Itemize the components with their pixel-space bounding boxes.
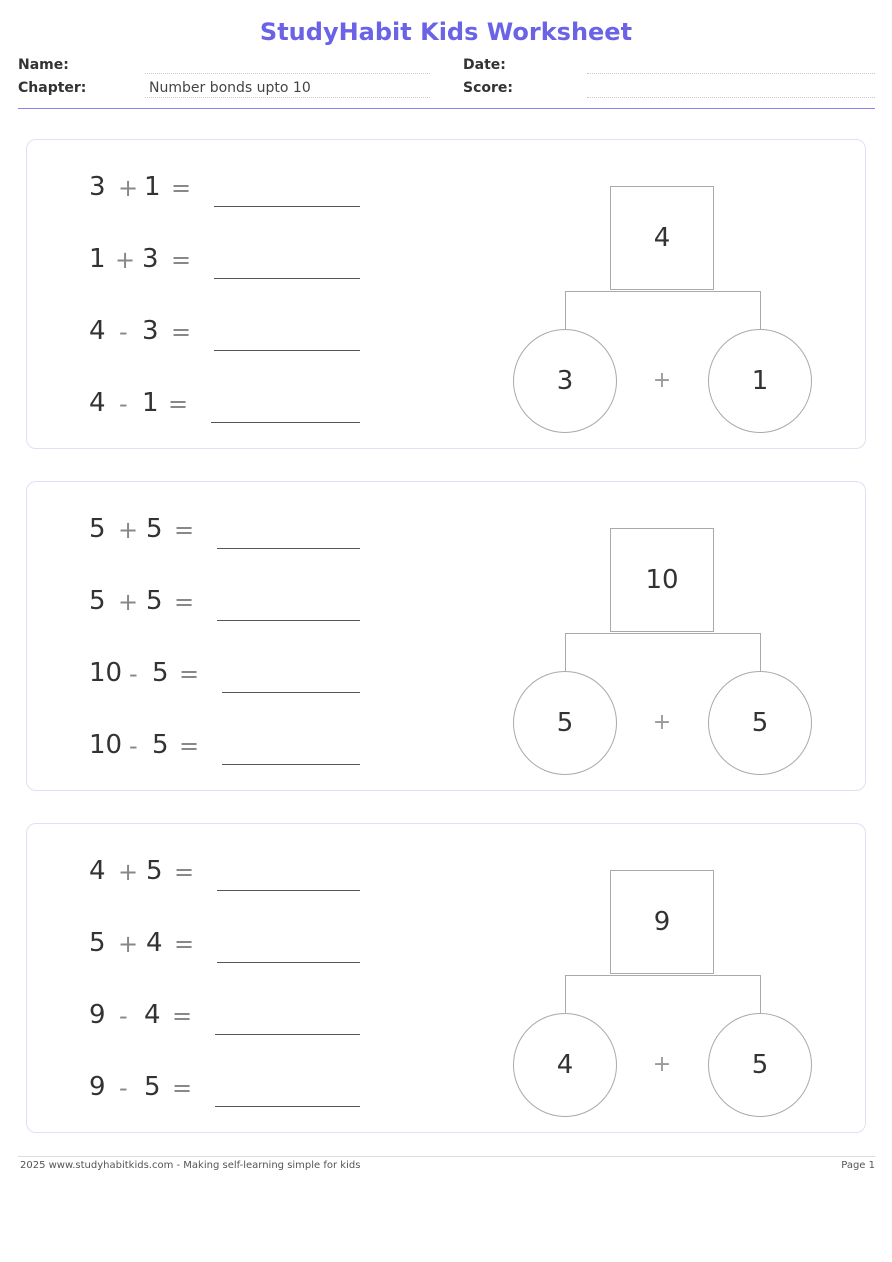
date-field[interactable] — [587, 73, 875, 74]
operator: + — [118, 858, 139, 886]
equals-sign: = — [174, 588, 195, 616]
chapter-label: Chapter: — [18, 80, 87, 96]
operand-b: 3 — [142, 244, 159, 274]
answer-blank[interactable] — [214, 278, 360, 279]
operand-a: 4 — [89, 388, 106, 418]
bond-part-right: 5 — [708, 671, 812, 775]
operator: - — [129, 732, 138, 760]
operator: - — [119, 318, 128, 346]
bond-part-right: 5 — [708, 1013, 812, 1117]
equation-row — [89, 244, 409, 284]
equation-row — [89, 658, 409, 698]
chapter-value: Number bonds upto 10 — [149, 80, 311, 96]
equals-sign: = — [168, 390, 189, 418]
page-number: Page 1 — [841, 1160, 875, 1171]
bond-plus: + — [652, 1052, 672, 1077]
bond-connector — [565, 975, 761, 1013]
bond-whole-box: 4 — [610, 186, 714, 290]
operand-b: 5 — [152, 658, 169, 688]
equation-row — [89, 172, 409, 212]
answer-blank[interactable] — [217, 890, 360, 891]
answer-blank[interactable] — [211, 422, 360, 423]
answer-blank[interactable] — [215, 1034, 360, 1035]
operand-a: 9 — [89, 1000, 106, 1030]
answer-blank[interactable] — [222, 764, 360, 765]
operand-b: 5 — [146, 586, 163, 616]
equals-sign: = — [179, 732, 200, 760]
answer-blank[interactable] — [214, 206, 360, 207]
operand-a: 4 — [89, 856, 106, 886]
answer-blank[interactable] — [215, 1106, 360, 1107]
footer-credit: 2025 www.studyhabitkids.com - Making self-learning simple for kids — [20, 1160, 361, 1171]
operand-a: 4 — [89, 316, 106, 346]
footer-divider — [18, 1156, 875, 1157]
operand-b: 3 — [142, 316, 159, 346]
equals-sign: = — [179, 660, 200, 688]
equation-row — [89, 316, 409, 356]
operand-a: 5 — [89, 514, 106, 544]
operand-b: 5 — [152, 730, 169, 760]
equals-sign: = — [174, 516, 195, 544]
name-label: Name: — [18, 57, 69, 73]
bond-part-left: 3 — [513, 329, 617, 433]
operand-a: 5 — [89, 928, 106, 958]
equals-sign: = — [172, 1002, 193, 1030]
score-field[interactable] — [587, 97, 875, 98]
answer-blank[interactable] — [222, 692, 360, 693]
operand-a: 1 — [89, 244, 106, 274]
operator: + — [118, 174, 139, 202]
equals-sign: = — [171, 174, 192, 202]
equation-row — [89, 586, 409, 626]
equals-sign: = — [171, 246, 192, 274]
operand-b: 1 — [144, 172, 161, 202]
equation-row — [89, 514, 409, 554]
bond-part-left: 5 — [513, 671, 617, 775]
bond-whole-box: 10 — [610, 528, 714, 632]
answer-blank[interactable] — [217, 548, 360, 549]
operator: - — [119, 1074, 128, 1102]
bond-plus: + — [652, 368, 672, 393]
operator: + — [115, 246, 136, 274]
equation-row — [89, 1000, 409, 1040]
operand-a: 10 — [89, 730, 123, 760]
operator: - — [129, 660, 138, 688]
equation-row — [89, 730, 409, 770]
answer-blank[interactable] — [217, 620, 360, 621]
equals-sign: = — [174, 930, 195, 958]
score-label: Score: — [463, 80, 513, 96]
operator: + — [118, 930, 139, 958]
operand-a: 9 — [89, 1072, 106, 1102]
equation-row — [89, 856, 409, 896]
equation-row — [89, 1072, 409, 1112]
answer-blank[interactable] — [214, 350, 360, 351]
problem-card-2 — [26, 481, 866, 791]
bond-connector — [565, 291, 761, 329]
operand-b: 4 — [144, 1000, 161, 1030]
problem-card-3 — [26, 823, 866, 1133]
operand-b: 5 — [144, 1072, 161, 1102]
answer-blank[interactable] — [217, 962, 360, 963]
date-label: Date: — [463, 57, 506, 73]
operator: - — [119, 1002, 128, 1030]
operand-b: 5 — [146, 514, 163, 544]
operand-b: 5 — [146, 856, 163, 886]
operand-b: 1 — [142, 388, 159, 418]
operand-a: 10 — [89, 658, 123, 688]
problem-card-1 — [26, 139, 866, 449]
equation-row — [89, 388, 409, 428]
operand-a: 3 — [89, 172, 106, 202]
name-field[interactable] — [145, 73, 430, 74]
worksheet-title: StudyHabit Kids Worksheet — [259, 18, 633, 46]
operand-a: 5 — [89, 586, 106, 616]
operator: + — [118, 516, 139, 544]
equation-row — [89, 928, 409, 968]
equals-sign: = — [174, 858, 195, 886]
header-divider — [18, 108, 875, 109]
operator: - — [119, 390, 128, 418]
operand-b: 4 — [146, 928, 163, 958]
chapter-field — [145, 97, 430, 98]
equals-sign: = — [171, 318, 192, 346]
operator: + — [118, 588, 139, 616]
bond-plus: + — [652, 710, 672, 735]
bond-part-left: 4 — [513, 1013, 617, 1117]
bond-whole-box: 9 — [610, 870, 714, 974]
equals-sign: = — [172, 1074, 193, 1102]
bond-connector — [565, 633, 761, 671]
bond-part-right: 1 — [708, 329, 812, 433]
